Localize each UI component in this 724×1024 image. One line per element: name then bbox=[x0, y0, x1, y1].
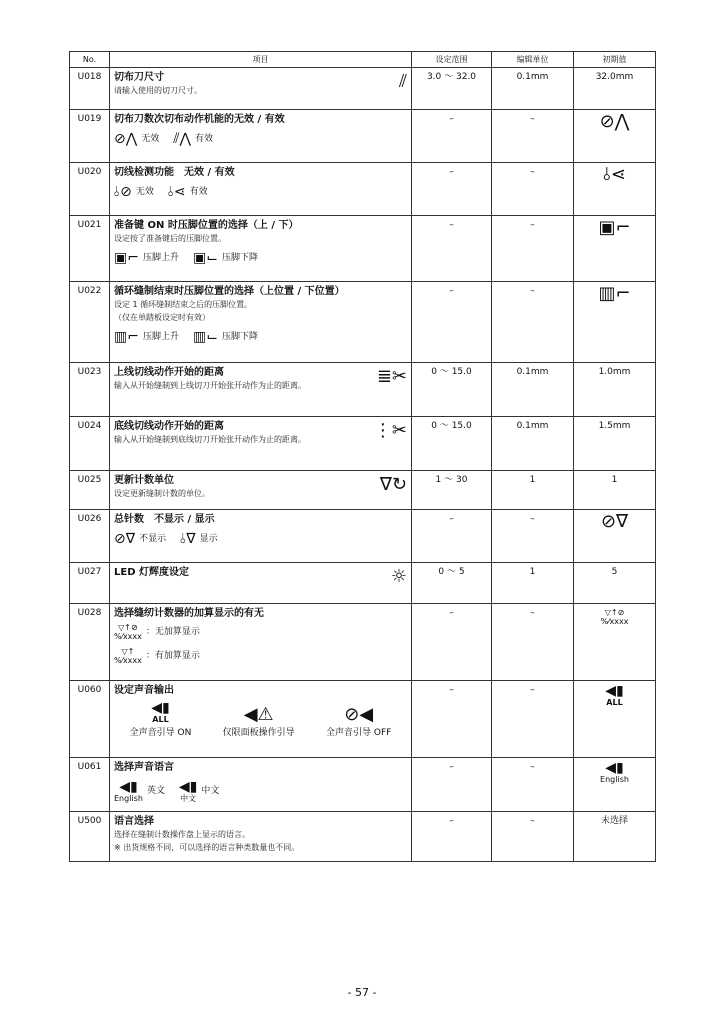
row-item bbox=[110, 110, 412, 163]
table-row bbox=[70, 681, 656, 758]
speaker-warning-icon: ◀⚠ bbox=[243, 704, 274, 725]
table-row bbox=[70, 758, 656, 812]
option-chinese bbox=[179, 780, 220, 803]
counter-format: %⁄xxxx bbox=[114, 656, 142, 665]
item-title: 切布刀数次切布动作机能的无效 / 有效 bbox=[114, 114, 285, 125]
speaker-muted-icon: ⊘◀ bbox=[344, 704, 374, 725]
row-unit: 1 bbox=[492, 471, 574, 510]
item-title: 选择缝纫计数器的加算显示的有无 bbox=[114, 608, 264, 619]
table-header-row bbox=[70, 52, 656, 68]
row-unit: 0.1mm bbox=[492, 417, 574, 471]
row-item bbox=[110, 510, 412, 563]
row-no: U019 bbox=[70, 110, 110, 163]
stitch-count-hidden-icon: ⊘∇ bbox=[114, 531, 136, 547]
table-row bbox=[70, 163, 656, 216]
cutter-disabled-icon: ⊘⋀ bbox=[599, 111, 630, 132]
scissors-icon: ≣✂ bbox=[376, 366, 407, 387]
row-unit: – bbox=[492, 758, 574, 812]
option-label: 压脚上升 bbox=[142, 331, 179, 342]
option-label: 全声音引导 OFF bbox=[326, 728, 392, 738]
item-desc: 选择在缝制计数操作盘上显示的语言。 bbox=[114, 830, 250, 839]
row-range: – bbox=[412, 282, 492, 363]
item-desc: 输入从开始缝制到底线切刀开始张开动作为止的距离。 bbox=[114, 435, 306, 444]
row-initial bbox=[574, 216, 656, 282]
table-row bbox=[70, 563, 656, 604]
row-item bbox=[110, 812, 412, 862]
row-no: U026 bbox=[70, 510, 110, 563]
row-range: 0 ～ 15.0 bbox=[412, 417, 492, 471]
thread-cut-icon: ⫰⋖ bbox=[167, 184, 186, 200]
lang-icon-label: English bbox=[114, 794, 143, 803]
item-title: 底线切线动作开始的距离 bbox=[114, 421, 224, 432]
header-range: 设定范围 bbox=[412, 52, 492, 68]
row-no: U027 bbox=[70, 563, 110, 604]
row-item bbox=[110, 163, 412, 216]
row-range: 1 ～ 30 bbox=[412, 471, 492, 510]
option-disabled bbox=[114, 185, 154, 199]
row-no: U022 bbox=[70, 282, 110, 363]
row-no: U020 bbox=[70, 163, 110, 216]
option-disabled bbox=[114, 132, 159, 146]
option-label: 压脚下降 bbox=[221, 252, 258, 263]
row-initial: 1.0mm bbox=[574, 363, 656, 417]
item-title: 循环缝制结束时压脚位置的选择（上位置 / 下位置） bbox=[114, 286, 345, 297]
row-unit: 0.1mm bbox=[492, 363, 574, 417]
option-no-add bbox=[114, 623, 407, 641]
stitch-count-icon: ⫰∇ bbox=[180, 531, 196, 547]
option-label: 无效 bbox=[141, 133, 160, 144]
counter-format: %⁄xxxx bbox=[600, 617, 629, 626]
table-row bbox=[70, 216, 656, 282]
item-title: 上线切线动作开始的距离 bbox=[114, 367, 224, 378]
option-row bbox=[114, 532, 407, 546]
row-initial: 未选择 bbox=[574, 812, 656, 862]
row-no: U028 bbox=[70, 604, 110, 681]
all-label: ALL bbox=[152, 715, 169, 724]
table-row bbox=[70, 604, 656, 681]
option-row bbox=[114, 251, 407, 265]
row-item bbox=[110, 681, 412, 758]
counter-format: %⁄xxxx bbox=[114, 632, 142, 641]
row-range: 0 ～ 15.0 bbox=[412, 363, 492, 417]
counter-icon: ∇↻ bbox=[379, 474, 407, 495]
table-row bbox=[70, 510, 656, 563]
item-title: 切线检测功能 无效 / 有效 bbox=[114, 167, 235, 178]
row-range: – bbox=[412, 216, 492, 282]
row-range: – bbox=[412, 812, 492, 862]
row-no: U061 bbox=[70, 758, 110, 812]
table-row bbox=[70, 417, 656, 471]
item-title: 设定声音输出 bbox=[114, 685, 174, 696]
option-add bbox=[114, 647, 407, 665]
item-title: 准备键 ON 时压脚位置的选择（上 / 下） bbox=[114, 220, 299, 231]
option-all-on bbox=[130, 701, 192, 740]
header-no: No. bbox=[70, 52, 110, 68]
header-initial: 初期值 bbox=[574, 52, 656, 68]
bobbin-scissors-icon: ⋮✂ bbox=[373, 420, 407, 441]
speaker-icon: ◀▮ English bbox=[600, 760, 629, 784]
table-row bbox=[70, 471, 656, 510]
row-initial: 1 bbox=[574, 471, 656, 510]
item-desc: 输入从开始缝制到上线切刀开始张开动作为止的距离。 bbox=[114, 381, 306, 390]
item-desc: 设定 1 循环缝制结束之后的压脚位置。 bbox=[114, 300, 253, 309]
row-unit: 1 bbox=[492, 563, 574, 604]
option-label: 有效 bbox=[189, 186, 208, 197]
thread-cut-icon: ⫰⋖ bbox=[603, 164, 626, 185]
page-number: - 57 - bbox=[347, 986, 377, 999]
item-title: 更新计数单位 bbox=[114, 475, 174, 486]
row-unit: – bbox=[492, 510, 574, 563]
item-title: LED 灯辉度设定 bbox=[114, 567, 189, 578]
presser-foot-up-icon: ▣⌐ bbox=[598, 217, 631, 238]
row-no: U018 bbox=[70, 68, 110, 110]
row-range: – bbox=[412, 681, 492, 758]
stitch-count-hidden-icon: ⊘∇ bbox=[600, 511, 629, 532]
item-note: ※ 出货规格不同，可以选择的语言种类数量也不同。 bbox=[114, 843, 300, 852]
item-desc: 设定按了准备键后的压脚位置。 bbox=[114, 234, 226, 243]
row-item bbox=[110, 604, 412, 681]
row-unit: – bbox=[492, 216, 574, 282]
option-up bbox=[114, 330, 179, 344]
cutter-icon: ⫽⋀ bbox=[173, 131, 191, 147]
row-range: – bbox=[412, 110, 492, 163]
row-item bbox=[110, 758, 412, 812]
row-initial bbox=[574, 758, 656, 812]
row-range: – bbox=[412, 163, 492, 216]
counter-no-add-icon: ▽↑⊘ %⁄xxxx bbox=[600, 608, 629, 626]
item-desc: 设定更新缝制计数的单位。 bbox=[114, 489, 210, 498]
counter-add-icon: ▽↑ %⁄xxxx bbox=[114, 647, 142, 665]
counter-no-add-icon: ▽↑⊘ %⁄xxxx bbox=[114, 623, 142, 641]
all-label: ALL bbox=[606, 698, 623, 707]
option-up bbox=[114, 251, 179, 265]
row-no: U025 bbox=[70, 471, 110, 510]
option-enabled bbox=[168, 185, 208, 199]
option-show bbox=[180, 532, 217, 546]
item-note: （仅在单踏板设定时有效） bbox=[114, 313, 210, 322]
row-initial bbox=[574, 282, 656, 363]
option-english bbox=[114, 780, 165, 803]
item-desc: 请输入使用的切刀尺寸。 bbox=[114, 86, 202, 95]
row-range: 0 ～ 5 bbox=[412, 563, 492, 604]
option-label: 压脚下降 bbox=[221, 331, 258, 342]
row-item bbox=[110, 216, 412, 282]
row-initial bbox=[574, 510, 656, 563]
row-range: – bbox=[412, 510, 492, 563]
item-title: 选择声音语言 bbox=[114, 762, 174, 773]
lang-icon-label: English bbox=[600, 775, 629, 784]
option-all-off bbox=[326, 706, 391, 740]
row-no: U024 bbox=[70, 417, 110, 471]
row-initial bbox=[574, 681, 656, 758]
row-item bbox=[110, 471, 412, 510]
speaker-icon: ◀▮ 中文 bbox=[178, 779, 198, 803]
row-no: U021 bbox=[70, 216, 110, 282]
table-row bbox=[70, 812, 656, 862]
row-unit: – bbox=[492, 282, 574, 363]
option-down bbox=[193, 330, 258, 344]
row-unit: – bbox=[492, 110, 574, 163]
table-row bbox=[70, 110, 656, 163]
header-unit: 编辑单位 bbox=[492, 52, 574, 68]
option-label: 不显示 bbox=[139, 533, 167, 544]
table-row bbox=[70, 363, 656, 417]
option-label: 仅限面板操作引导 bbox=[222, 728, 295, 738]
item-title: 切布刀尺寸 bbox=[114, 72, 164, 83]
row-range: 3.0 ～ 32.0 bbox=[412, 68, 492, 110]
thread-cut-disabled-icon: ⫰⊘ bbox=[114, 184, 132, 200]
row-unit: – bbox=[492, 604, 574, 681]
presser-foot-up-icon: ▣⌐ bbox=[114, 250, 139, 266]
option-label: 有效 bbox=[194, 133, 213, 144]
option-label: 英文 bbox=[146, 786, 165, 796]
row-initial bbox=[574, 110, 656, 163]
row-initial: 5 bbox=[574, 563, 656, 604]
option-row bbox=[114, 185, 407, 199]
option-label: ：有加算显示 bbox=[145, 650, 200, 661]
row-unit: – bbox=[492, 163, 574, 216]
row-unit: 0.1mm bbox=[492, 68, 574, 110]
option-row bbox=[114, 330, 407, 344]
option-row bbox=[114, 701, 407, 740]
option-panel-only bbox=[223, 706, 295, 740]
presser-foot-down-icon: ▥⌙ bbox=[192, 329, 218, 345]
row-no: U500 bbox=[70, 812, 110, 862]
row-initial: 1.5mm bbox=[574, 417, 656, 471]
speaker-icon: ◀▮ ALL bbox=[605, 683, 624, 707]
option-hide bbox=[114, 532, 166, 546]
row-item bbox=[110, 363, 412, 417]
presser-foot-down-icon: ▣⌙ bbox=[192, 250, 218, 266]
row-initial bbox=[574, 604, 656, 681]
option-label: 显示 bbox=[199, 533, 218, 544]
row-no: U060 bbox=[70, 681, 110, 758]
header-item: 项目 bbox=[110, 52, 412, 68]
option-down bbox=[193, 251, 258, 265]
item-title: 总针数 不显示 / 显示 bbox=[114, 514, 215, 525]
speaker-icon: ◀▮ ALL bbox=[151, 700, 170, 724]
option-label: 无效 bbox=[135, 186, 154, 197]
option-label: 全声音引导 ON bbox=[129, 728, 192, 738]
led-lamp-icon: ☼ bbox=[390, 566, 407, 587]
cutter-disabled-icon: ⊘⋀ bbox=[114, 131, 138, 147]
option-label: ：无加算显示 bbox=[145, 626, 200, 637]
row-item bbox=[110, 282, 412, 363]
row-range: – bbox=[412, 758, 492, 812]
row-item bbox=[110, 563, 412, 604]
lang-icon-label: 中文 bbox=[180, 794, 197, 803]
option-label: 压脚上升 bbox=[142, 252, 179, 263]
option-row bbox=[114, 780, 407, 803]
row-no: U023 bbox=[70, 363, 110, 417]
row-unit: – bbox=[492, 681, 574, 758]
row-item bbox=[110, 417, 412, 471]
row-initial: 32.0mm bbox=[574, 68, 656, 110]
spec-table bbox=[69, 51, 656, 862]
row-item bbox=[110, 68, 412, 110]
option-label: 中文 bbox=[201, 786, 220, 796]
presser-foot-up-icon: ▥⌐ bbox=[598, 283, 631, 304]
row-unit: – bbox=[492, 812, 574, 862]
table-row bbox=[70, 68, 656, 110]
option-row bbox=[114, 132, 407, 146]
speaker-icon: ◀▮ English bbox=[114, 779, 143, 803]
cutter-icon: ⫽ bbox=[398, 71, 407, 92]
row-initial bbox=[574, 163, 656, 216]
table-row bbox=[70, 282, 656, 363]
item-title: 语言选择 bbox=[114, 816, 154, 827]
row-range: – bbox=[412, 604, 492, 681]
presser-foot-up-icon: ▥⌐ bbox=[114, 329, 139, 345]
option-enabled bbox=[173, 132, 213, 146]
